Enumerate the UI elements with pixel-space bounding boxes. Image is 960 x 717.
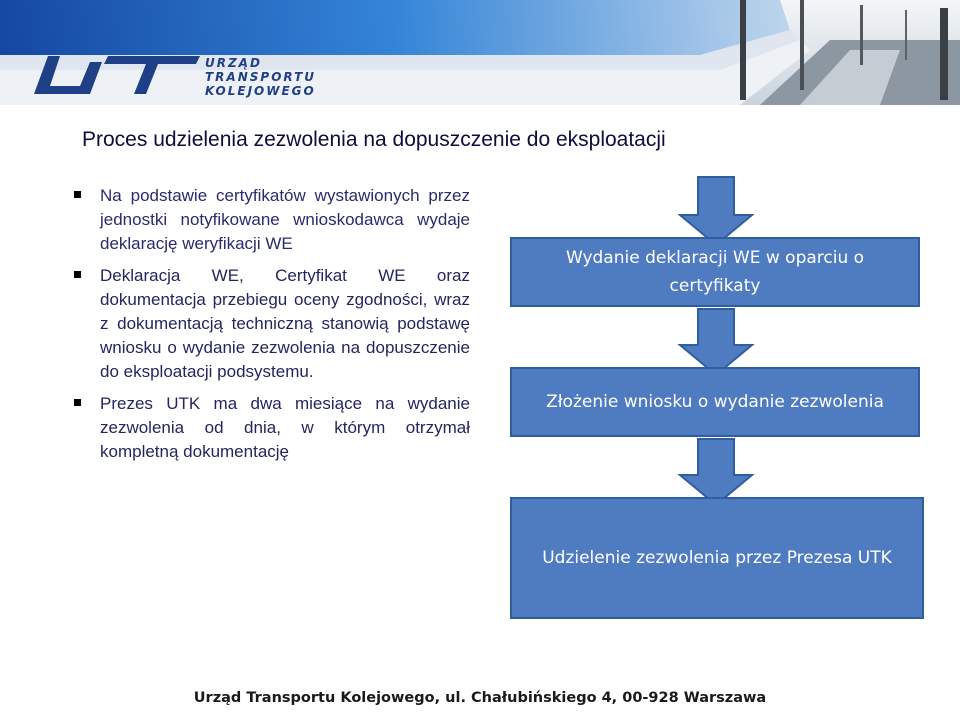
footer-address: Urząd Transportu Kolejowego, ul. Chałubińskiego 4, 00-928 Warszawa (193, 690, 767, 706)
utk-logo-icon (30, 52, 200, 98)
flow-step-permit: Udzielenie zezwolenia przez Prezesa UTK (510, 497, 924, 619)
bullet-text: Na podstawie certyfikatów wystawionych przez jednostki notyfikowane wnioskodawca wydaje deklarację weryfikacji WE (100, 186, 470, 253)
bullet-item (72, 264, 470, 384)
bullet-item (72, 184, 470, 256)
page-title: Proces udzielenia zezwolenia na dopuszczenie do eksploatacji (82, 128, 666, 151)
bullet-text: Deklaracja WE, Certyfikat WE oraz dokumentacja przebiegu oceny zgodności, wraz z dokumentacją techniczną stanowią podstawę wniosku o wydanie zezwolenia na dopuszczenie do eksploatacji podsystemu. (100, 266, 470, 381)
bullet-square-icon (74, 271, 81, 278)
arrow-down-icon (680, 439, 752, 505)
logo-wordmark (205, 56, 345, 98)
arrow-down-icon (680, 177, 752, 245)
bullet-list (72, 184, 470, 472)
bullet-text: Prezes UTK ma dwa miesiące na wydanie zezwolenia od dnia, w którym otrzymał kompletną dokumentację (100, 394, 470, 461)
logo-line-2: TRANSPORTU (205, 70, 317, 84)
bullet-square-icon (74, 399, 81, 406)
header-banner (0, 0, 960, 105)
process-flow-diagram (508, 175, 928, 625)
bullet-item (72, 392, 470, 464)
bullet-square-icon (74, 191, 81, 198)
logo-line-1: URZĄD (205, 56, 262, 70)
flow-step-application: Złożenie wniosku o wydanie zezwolenia (510, 367, 920, 437)
arrow-down-icon (680, 309, 752, 375)
flow-step-declaration: Wydanie deklaracji WE w oparciu o certyfikaty (510, 237, 920, 307)
logo-line-3: KOLEJOWEGO (205, 84, 316, 98)
